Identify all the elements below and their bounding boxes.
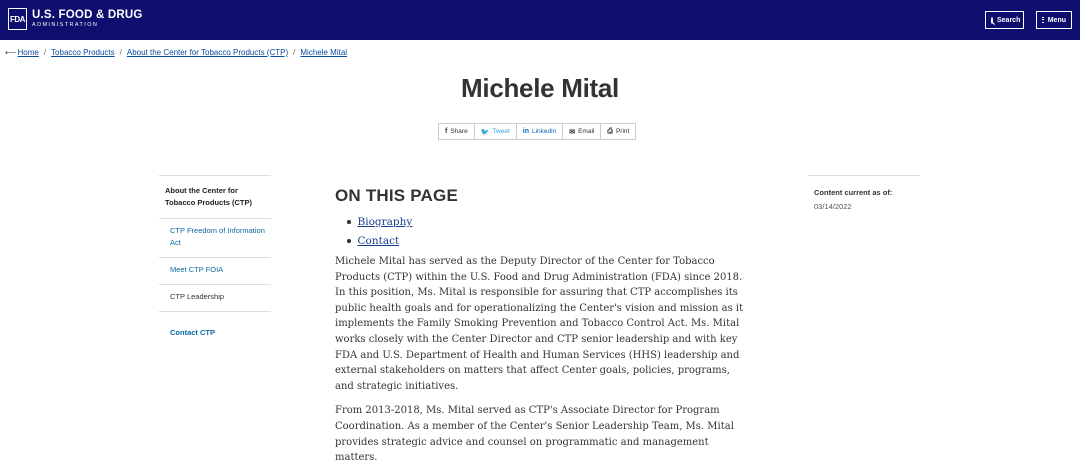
share-linkedin-button[interactable]: in Linkedin — [517, 124, 563, 139]
on-this-page-list — [347, 216, 745, 247]
content-current-label: Content current as of: — [814, 188, 893, 197]
content-currency-box — [808, 175, 920, 223]
content-current-date: 03/14/2022 — [814, 202, 852, 211]
search-button[interactable] — [985, 11, 1024, 29]
share-facebook-button[interactable]: f Share — [439, 124, 475, 139]
share-email-button[interactable]: ✉ Email — [563, 124, 601, 139]
section-sidebar-nav — [159, 175, 271, 347]
breadcrumb-about-ctp[interactable]: About the Center for Tobacco Products (CTP) — [126, 48, 289, 57]
breadcrumb-home[interactable]: Home — [17, 48, 39, 57]
linkedin-icon: in — [522, 128, 529, 135]
sidebar-item-contact[interactable]: Contact CTP — [170, 328, 215, 337]
site-header — [0, 0, 1080, 40]
share-bar — [438, 123, 636, 140]
logo-subtitle: ADMINISTRATION — [32, 22, 99, 28]
menu-button[interactable] — [1036, 11, 1072, 29]
main-content — [335, 186, 745, 466]
fda-logo-mark: FDA — [8, 8, 27, 30]
twitter-icon: 🐦 — [480, 128, 490, 136]
menu-button-label: Menu — [1047, 16, 1066, 24]
sidebar-item-foia[interactable]: CTP Freedom of Information Act — [159, 219, 271, 258]
sidebar-heading[interactable]: About the Center for Tobacco Products (CTP) — [159, 176, 271, 219]
search-button-label: Search — [997, 16, 1021, 24]
breadcrumb-current[interactable]: Michele Mital — [300, 48, 348, 57]
biography-paragraph: Michele Mital has served as the Deputy Director of the Center for Tobacco Products (CTP) within the U.S. Food and Drug Administration (FDA) since 2018. In this position, Ms. Mital is responsible for assuring that CTP accomplishes its public health goals and for operationalizing the Center's vision and mission as it implements the Family Smoking Prevention and Tobacco Control Act. Ms. Mital works closely with the Center Director and CTP senior leadership and with key FDA and U.S. Department of Health and Human Services (HHS) leadership and external stakeholders on matters that affect Center goals, policies, programs, and strategic initiatives. — [335, 256, 744, 392]
breadcrumb-separator: / — [43, 48, 47, 57]
back-arrow-icon: ⟵ — [5, 48, 17, 57]
sidebar-item-meet-foia[interactable]: Meet CTP FOIA — [159, 258, 271, 285]
fda-logo[interactable] — [8, 8, 143, 30]
print-icon: ⎙ — [607, 127, 613, 135]
list-item — [347, 235, 745, 247]
search-icon — [991, 17, 993, 24]
on-this-page-heading: ON THIS PAGE — [335, 186, 458, 205]
breadcrumb-separator: / — [293, 48, 296, 57]
breadcrumb-tobacco-products[interactable]: Tobacco Products — [51, 48, 115, 57]
breadcrumb-separator: / — [119, 48, 122, 57]
email-icon: ✉ — [569, 128, 576, 136]
logo-title: U.S. FOOD & DRUG — [32, 8, 143, 21]
facebook-icon: f — [445, 128, 448, 135]
share-twitter-button[interactable]: 🐦 Tweet — [475, 124, 517, 139]
toc-link-biography[interactable]: Biography — [357, 216, 413, 228]
toc-link-contact[interactable]: Contact — [357, 235, 400, 247]
print-button[interactable]: ⎙ Print — [607, 127, 630, 135]
breadcrumb — [5, 48, 347, 57]
biography-paragraph: From 2013-2018, Ms. Mital served as CTP's Associate Director for Program Coordination. As a member of the Center's Senior Leadership Team, Ms. Mital provides strategic advice and counsel on programmatic and management matters. — [335, 405, 734, 464]
sidebar-item-leadership[interactable]: CTP Leadership — [159, 285, 271, 312]
list-item — [347, 216, 745, 228]
page-title: Michele Mital — [461, 73, 619, 103]
hamburger-icon — [1042, 17, 1044, 23]
